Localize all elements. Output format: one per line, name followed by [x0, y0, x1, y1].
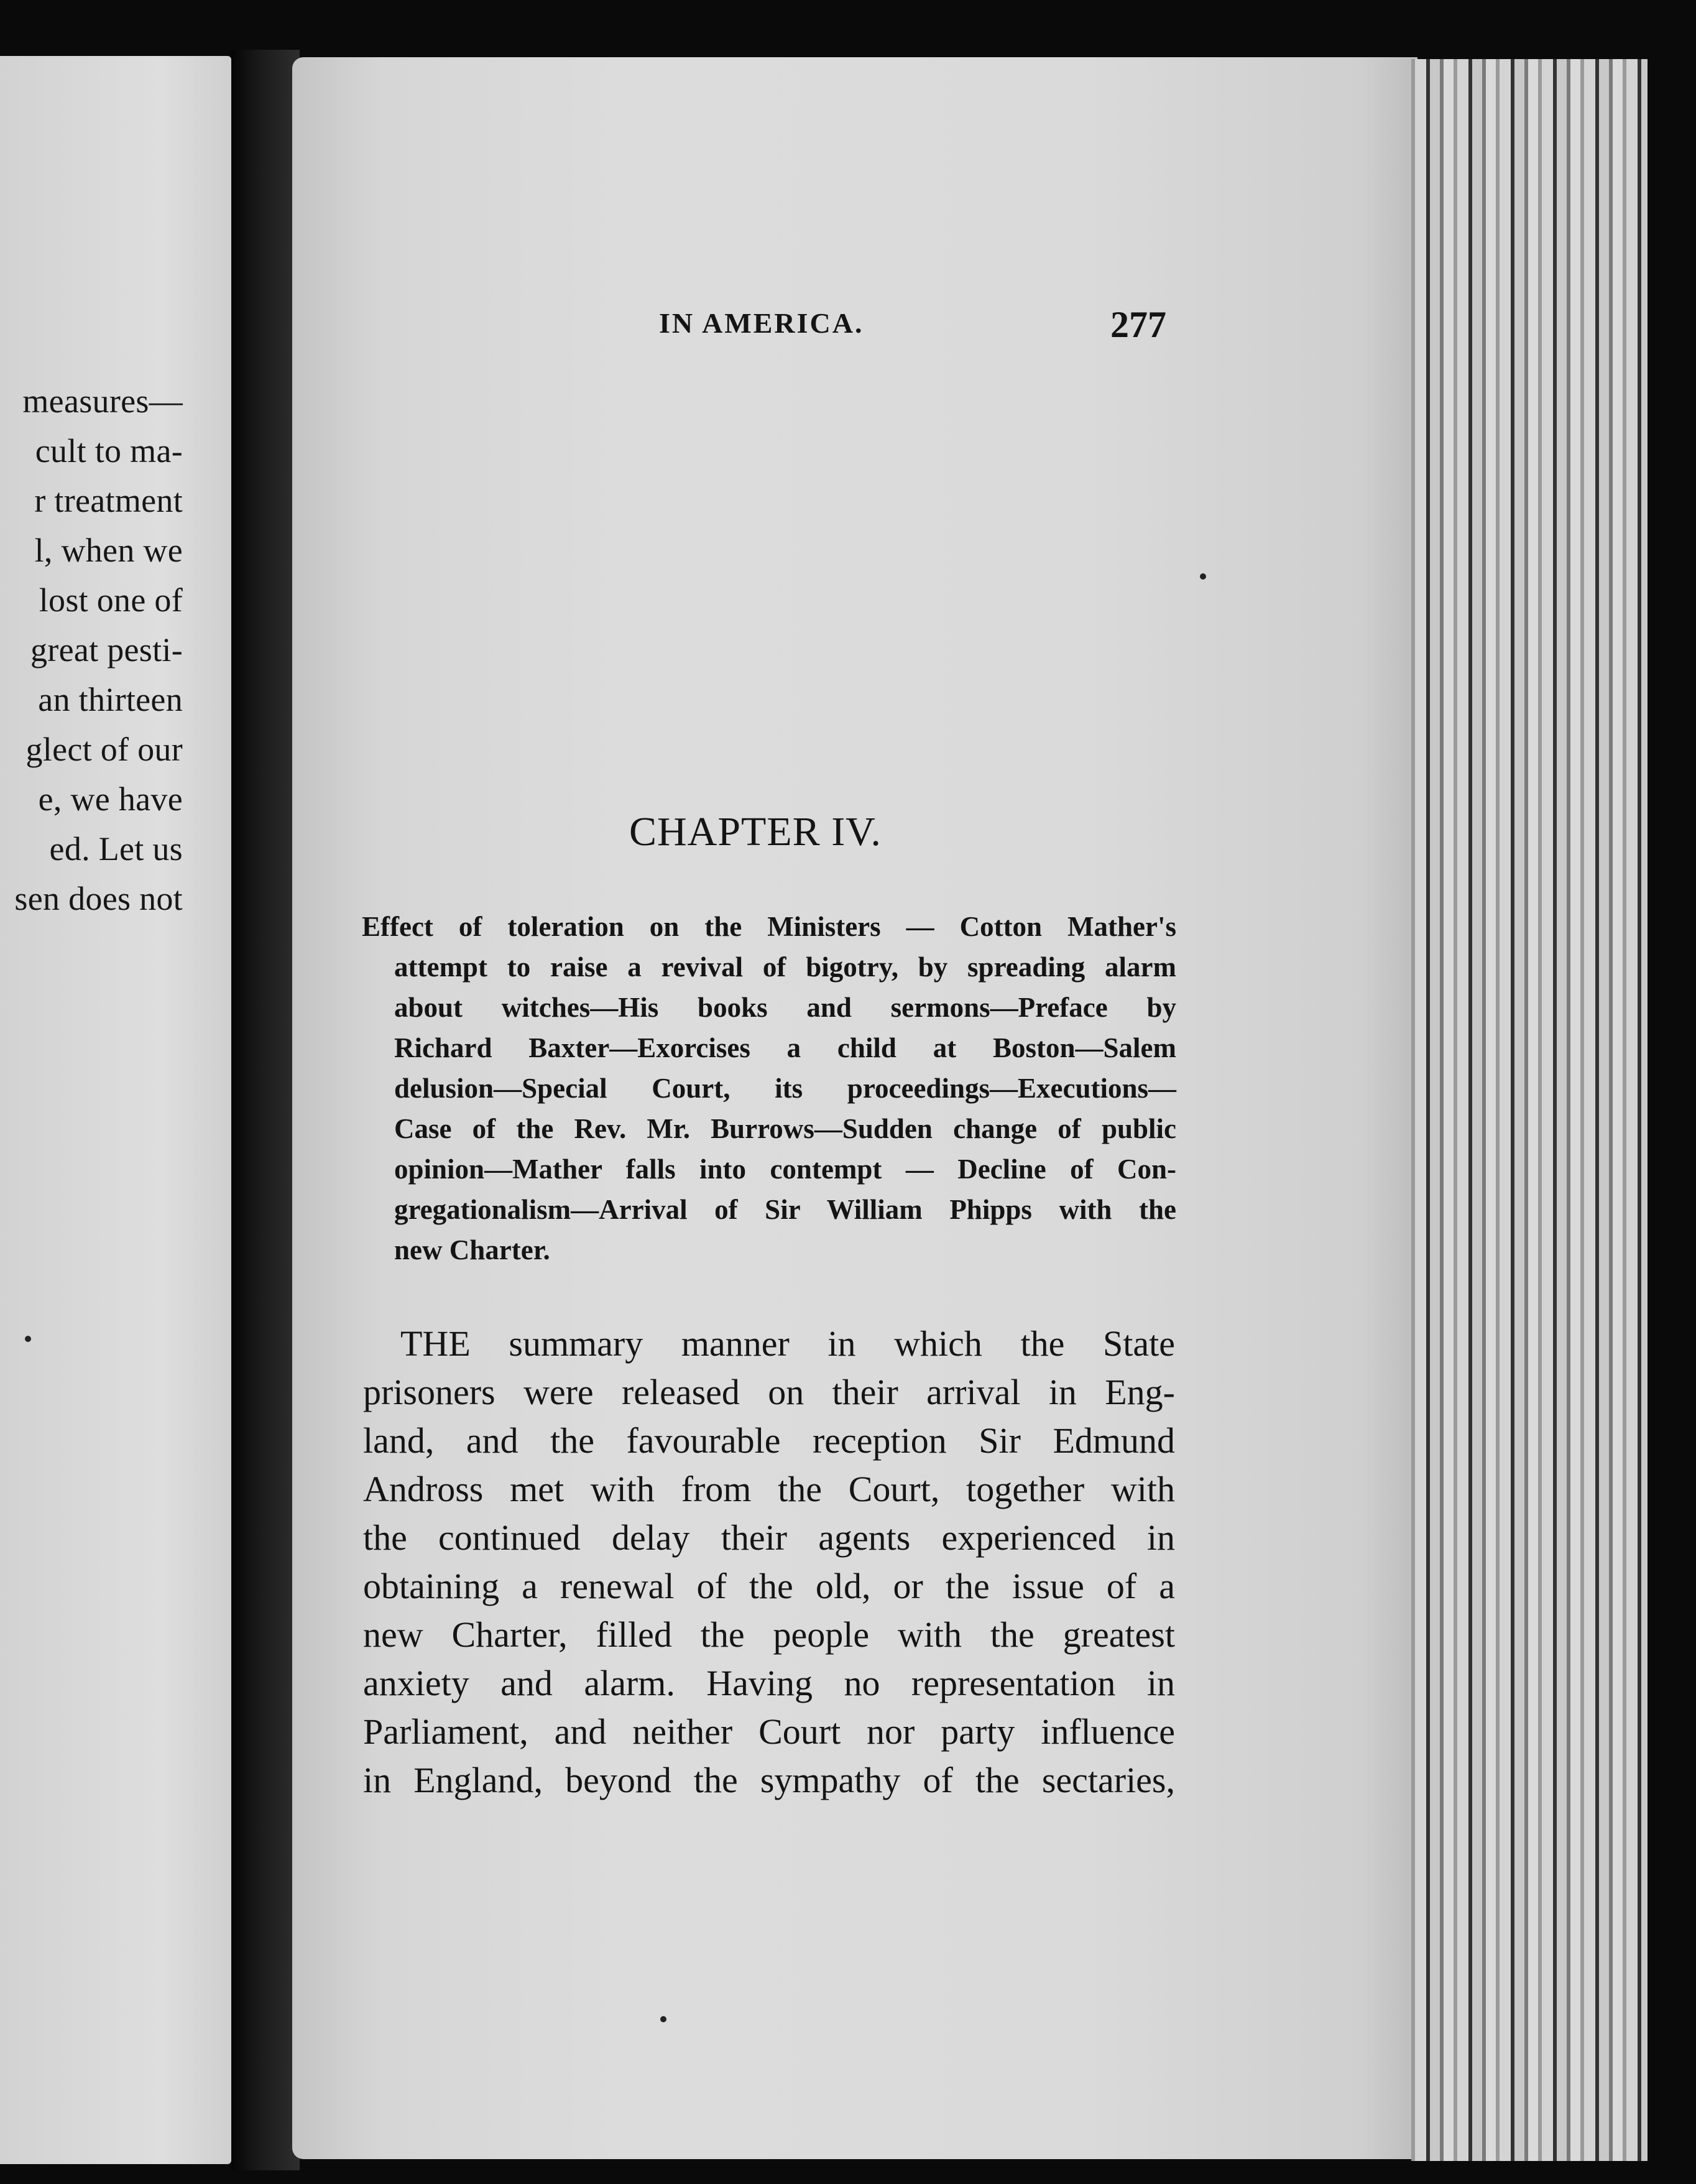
body-line: Parliament, and neither Court nor party influence	[363, 1711, 1175, 1752]
left-page-line: glect of our	[25, 731, 183, 768]
body-line: new Charter, filled the people with the greatest	[363, 1614, 1175, 1655]
body-line: the continued delay their agents experienced in	[363, 1517, 1175, 1558]
summary-line: Effect of toleration on the Ministers — Cotton Mather's	[362, 911, 1176, 942]
summary-line: new Charter.	[394, 1234, 550, 1266]
summary-line: attempt to raise a revival of bigotry, by spreading alarm	[394, 951, 1176, 983]
left-facing-page	[0, 56, 231, 2164]
book-gutter	[231, 50, 300, 2170]
left-page-line: r treatment	[34, 482, 183, 519]
scan-speck	[660, 2016, 666, 2022]
summary-line: gregationalism—Arrival of Sir William Phipps with the	[394, 1194, 1176, 1225]
summary-line: opinion—Mather falls into contempt — Decline of Con-	[394, 1154, 1176, 1185]
page-number: 277	[1110, 304, 1166, 345]
scan-speck	[25, 1336, 31, 1342]
summary-line: about witches—His books and sermons—Preface by	[394, 992, 1176, 1023]
chapter-summary	[362, 907, 1176, 1270]
body-line: Andross met with from the Court, together with	[363, 1469, 1175, 1509]
body-line: THE summary manner in which the State	[400, 1323, 1175, 1364]
left-page-line: measures—	[22, 382, 183, 420]
chapter-title: CHAPTER IV.	[629, 809, 882, 854]
body-line: land, and the favourable reception Sir Edmund	[363, 1420, 1175, 1461]
body-paragraph	[363, 1320, 1175, 1805]
body-line: in England, beyond the sympathy of the sectaries,	[363, 1760, 1175, 1800]
left-page-line: e, we have	[38, 780, 183, 818]
left-page-line: ed. Let us	[49, 830, 183, 868]
left-page-line: l, when we	[34, 532, 183, 569]
body-line: obtaining a renewal of the old, or the issue of a	[363, 1566, 1175, 1606]
left-page-line: sen does not	[14, 880, 183, 917]
body-line: anxiety and alarm. Having no representation in	[363, 1663, 1175, 1703]
left-page-line: great pesti-	[30, 631, 183, 669]
running-head: IN AMERICA.	[659, 307, 864, 339]
left-page-line: lost one of	[39, 581, 183, 619]
scan-speck	[1200, 573, 1206, 580]
left-page-line: an thirteen	[38, 681, 183, 718]
page-edges-stack	[1411, 59, 1648, 2161]
left-page-line: cult to ma-	[35, 432, 183, 470]
summary-line: Richard Baxter—Exorcises a child at Boston—Salem	[394, 1032, 1176, 1063]
summary-line: Case of the Rev. Mr. Burrows—Sudden change of public	[394, 1113, 1176, 1144]
summary-line: delusion—Special Court, its proceedings—Executions—	[394, 1073, 1176, 1104]
body-line: prisoners were released on their arrival in Eng-	[363, 1372, 1175, 1412]
